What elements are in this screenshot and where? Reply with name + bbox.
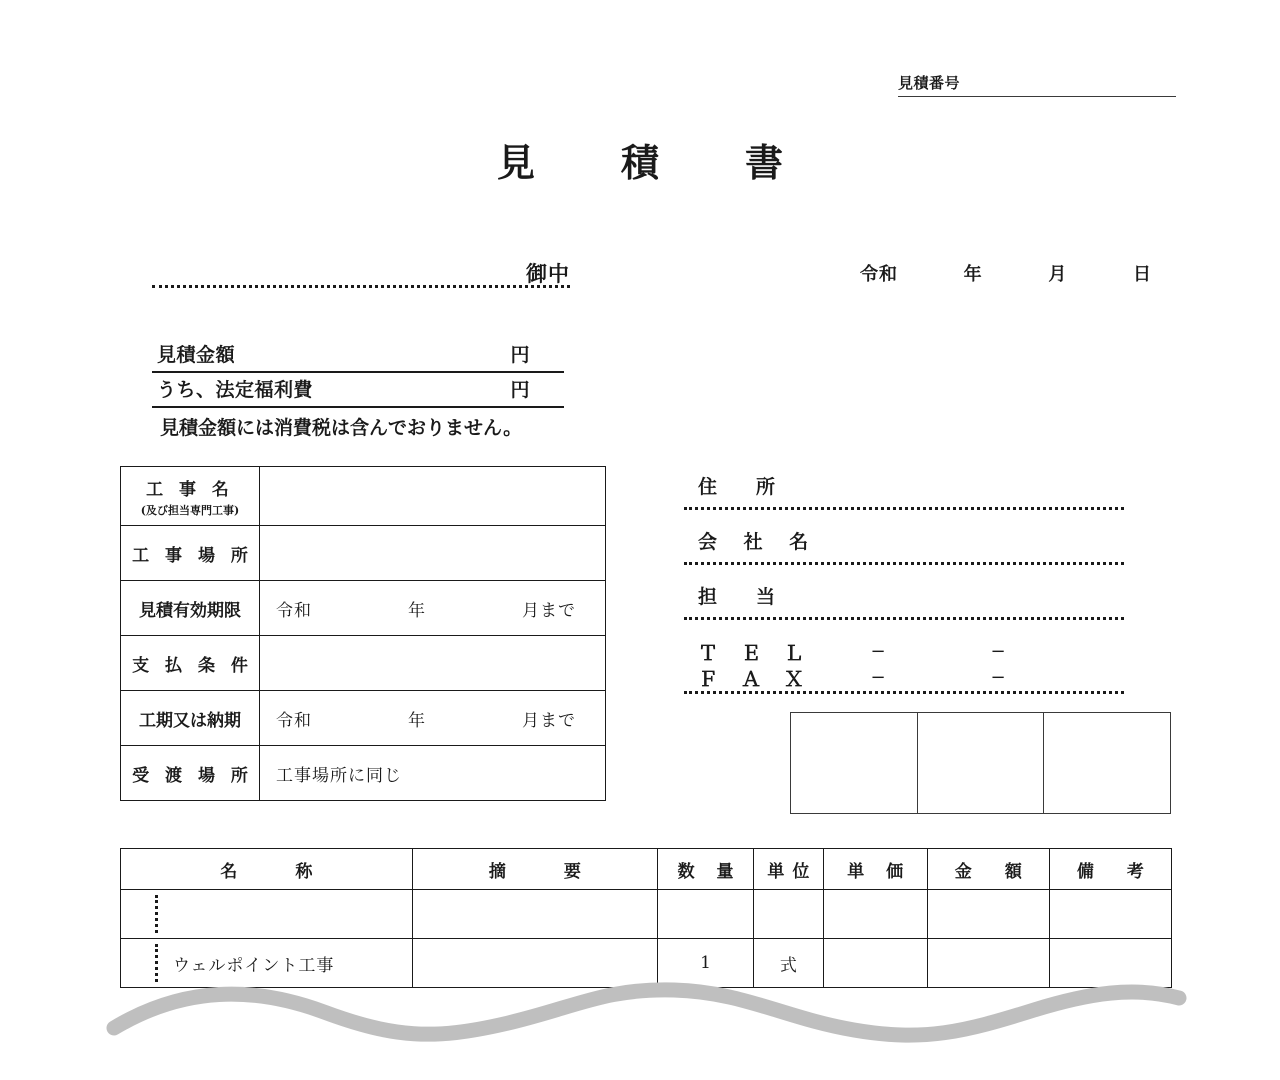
supplier-contact-label: 担 当 xyxy=(698,586,786,608)
validity-year: 年 xyxy=(408,600,426,621)
cell-unit[interactable] xyxy=(754,890,824,939)
seal-box-3[interactable] xyxy=(1043,712,1171,814)
delivery-year: 年 xyxy=(408,710,426,731)
row-label-payment-terms: 支 払 条 件 xyxy=(121,636,260,691)
column-header-unit-price: 単 価 xyxy=(823,849,927,890)
fax-dash-1: − xyxy=(870,666,886,688)
cell-quantity[interactable] xyxy=(658,890,754,939)
fax-label: Ｆ Ａ Ｘ xyxy=(698,666,812,691)
column-header-quantity: 数 量 xyxy=(658,849,754,890)
row-value-project-name[interactable] xyxy=(260,467,606,526)
fax-row xyxy=(684,664,1124,690)
seal-box-group xyxy=(790,712,1171,814)
recipient-honorific: 御中 xyxy=(526,261,570,286)
row-label-delivery-period: 工期又は納期 xyxy=(121,691,260,746)
cell-quantity[interactable]: 1 xyxy=(658,939,754,988)
indent-dotted-line xyxy=(155,895,158,933)
column-header-unit: 単位 xyxy=(754,849,824,890)
row-value-project-site[interactable] xyxy=(260,526,606,581)
project-info-table xyxy=(120,466,606,801)
validity-month: 月まで xyxy=(522,600,576,621)
supplier-contact-field[interactable] xyxy=(684,582,1124,620)
supplier-company-field[interactable] xyxy=(684,527,1124,565)
date-day: 日 xyxy=(1132,264,1152,285)
estimate-number-label: 見積番号 xyxy=(898,74,961,92)
seal-box-1[interactable] xyxy=(790,712,918,814)
table-row xyxy=(121,890,1172,939)
table-row xyxy=(121,526,606,581)
welfare-cost-unit: 円 xyxy=(510,379,530,401)
row-label-validity: 見積有効期限 xyxy=(121,581,260,636)
validity-era: 令和 xyxy=(276,600,312,621)
cell-description[interactable] xyxy=(412,890,657,939)
issue-date[interactable] xyxy=(860,260,1180,286)
row-value-validity[interactable] xyxy=(260,581,606,636)
column-header-amount: 金 額 xyxy=(927,849,1049,890)
label-text: 工 事 名 xyxy=(146,479,234,500)
supplier-company-label: 会 社 名 xyxy=(698,531,819,553)
row-label-project-name xyxy=(121,467,260,526)
row-value-payment-terms[interactable] xyxy=(260,636,606,691)
page-title: 見 積 書 xyxy=(496,140,807,185)
table-row xyxy=(121,467,606,526)
column-header-remarks: 備 考 xyxy=(1049,849,1171,890)
estimate-amount-unit: 円 xyxy=(510,344,530,366)
table-row xyxy=(121,581,606,636)
cell-remarks[interactable] xyxy=(1049,890,1171,939)
amount-block xyxy=(152,338,564,440)
table-header-row xyxy=(121,849,1172,890)
cell-amount[interactable] xyxy=(927,890,1049,939)
table-row xyxy=(121,636,606,691)
tel-dash-2: − xyxy=(990,640,1006,662)
recipient-field[interactable] xyxy=(152,258,570,288)
cell-unit[interactable]: 式 xyxy=(754,939,824,988)
welfare-cost-label: うち、法定福利費 xyxy=(157,379,314,401)
fax-dash-2: − xyxy=(990,666,1006,688)
estimate-amount-label: 見積金額 xyxy=(157,344,236,366)
tax-note: 見積金額には消費税は含んでおりません。 xyxy=(160,417,523,439)
row-label-project-site: 工 事 場 所 xyxy=(121,526,260,581)
seal-box-2[interactable] xyxy=(917,712,1045,814)
cell-unit-price[interactable] xyxy=(823,890,927,939)
table-row xyxy=(121,691,606,746)
supplier-address-label: 住 所 xyxy=(698,476,786,498)
date-month: 月 xyxy=(1048,264,1068,285)
date-year: 年 xyxy=(963,264,983,285)
wavy-cut-line-icon xyxy=(104,980,1194,1050)
supplier-address-field[interactable] xyxy=(684,472,1124,510)
tel-label: Ｔ Ｅ Ｌ xyxy=(698,640,812,665)
estimate-number-field[interactable] xyxy=(898,72,1176,97)
label-sublabel: (及び担当専門工事) xyxy=(140,503,240,517)
table-row xyxy=(121,746,606,801)
tel-dash-1: − xyxy=(870,640,886,662)
row-value-delivery-period[interactable] xyxy=(260,691,606,746)
row-label-handover-place: 受 渡 場 所 xyxy=(121,746,260,801)
delivery-era: 令和 xyxy=(276,710,312,731)
cell-name-text: ウェルポイント工事 xyxy=(173,955,335,976)
column-header-description: 摘 要 xyxy=(412,849,657,890)
indent-dotted-line xyxy=(155,944,158,982)
delivery-month: 月まで xyxy=(522,710,576,731)
estimate-amount-row[interactable] xyxy=(152,338,564,373)
date-era: 令和 xyxy=(860,264,898,285)
column-header-name: 名 称 xyxy=(121,849,413,890)
cell-name[interactable] xyxy=(121,890,413,939)
welfare-cost-row[interactable] xyxy=(152,373,564,408)
tel-row xyxy=(684,638,1124,664)
supplier-telfax-field[interactable] xyxy=(684,638,1124,694)
line-items-table xyxy=(120,848,1172,988)
row-value-handover-place[interactable]: 工事場所に同じ xyxy=(260,746,606,801)
